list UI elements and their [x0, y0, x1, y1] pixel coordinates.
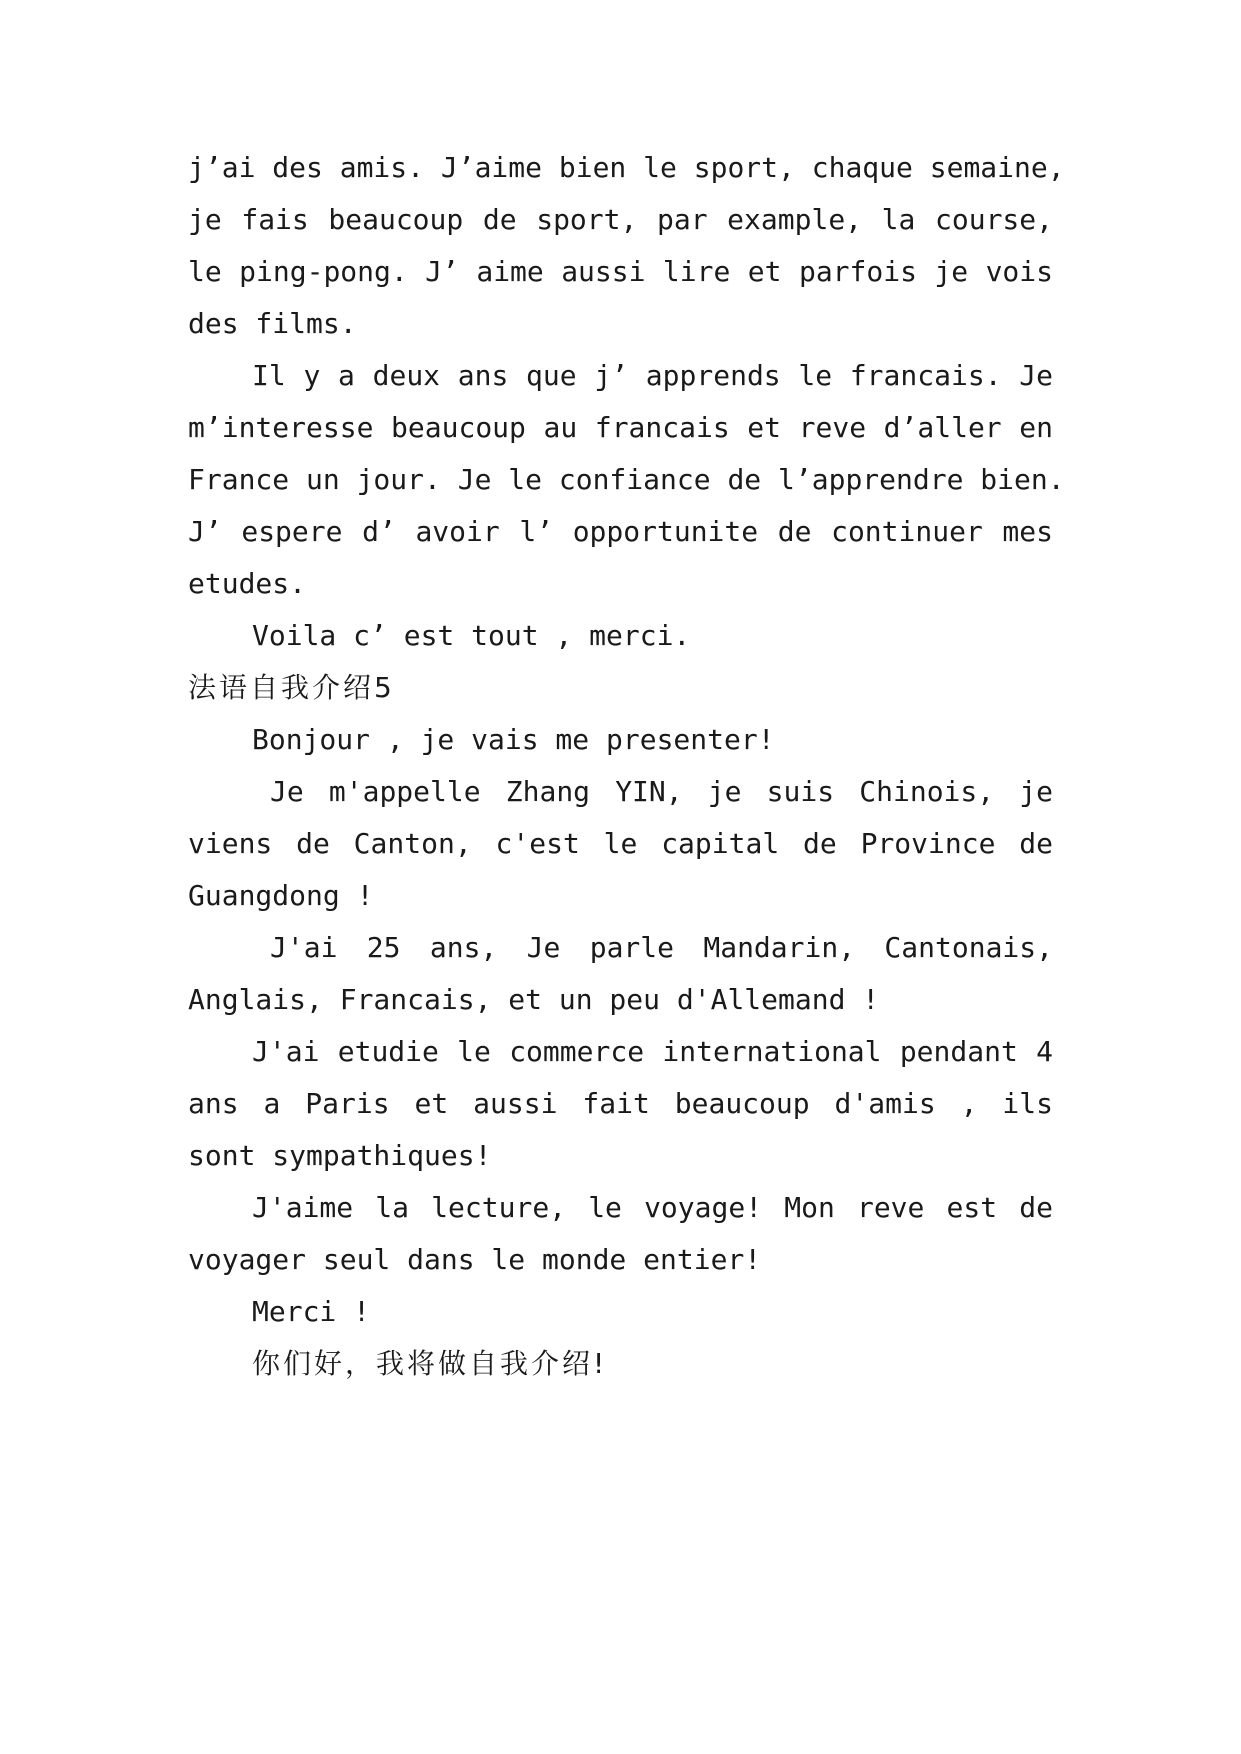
text-line: ans a Paris et aussi fait beaucoup d'amis , ils	[188, 1087, 1053, 1120]
text-line: viens de Canton, c'est le capital de Province de	[188, 827, 1053, 860]
text-line: voyager seul dans le monde entier!	[188, 1243, 762, 1276]
paragraph-first-line: Il y a deux ans que j’ apprends le francais. Je	[252, 359, 1053, 392]
text-line: J’ espere d’ avoir l’ opportunite de continuer mes	[188, 515, 1053, 548]
text-line: des films.	[188, 307, 357, 340]
text-line: Anglais, Francais, et un peu d'Allemand !	[188, 983, 880, 1016]
text-line: le ping-pong. J’ aime aussi lire et parfois je vois	[188, 255, 1053, 288]
text-line: Guangdong !	[188, 879, 374, 912]
paragraph-first-line: J'aime la lecture, le voyage! Mon reve est de	[252, 1191, 1053, 1224]
text-line: m’interesse beaucoup au francais et reve d’aller en	[188, 411, 1053, 444]
paragraph-first-line: Je m'appelle Zhang YIN, je suis Chinois, je	[270, 775, 1053, 808]
paragraph-first-line: Voila c’ est tout , merci.	[252, 619, 691, 652]
text-line: France un jour. Je le confiance de l’apprendre bien.	[188, 463, 1065, 496]
text-line: je fais beaucoup de sport, par example, la course,	[188, 203, 1053, 236]
paragraph-first-line: J'ai etudie le commerce international pendant 4	[252, 1035, 1053, 1068]
text-line: sont sympathiques!	[188, 1139, 492, 1172]
section-heading: 法语自我介绍5	[188, 671, 395, 704]
paragraph-first-line: Merci !	[252, 1295, 371, 1328]
paragraph-first-line: Bonjour , je vais me presenter!	[252, 723, 775, 756]
paragraph-first-line: 你们好，我将做自我介绍!	[252, 1347, 608, 1380]
text-line: etudes.	[188, 567, 307, 600]
paragraph-first-line: J'ai 25 ans, Je parle Mandarin, Cantonais,	[270, 931, 1053, 964]
text-line: j’ai des amis. J’aime bien le sport, chaque semaine,	[188, 151, 1065, 184]
